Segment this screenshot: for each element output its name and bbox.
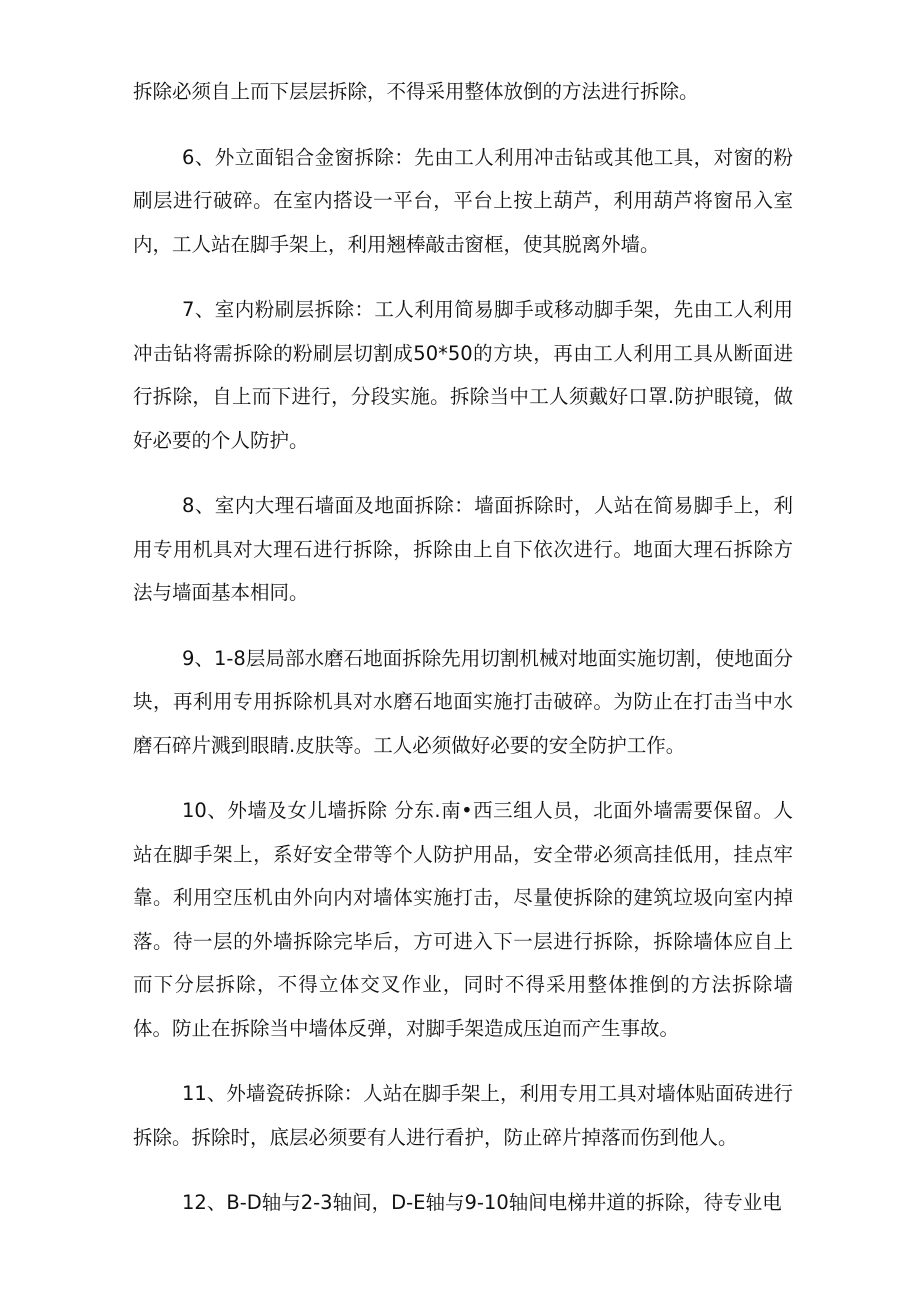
document-body [133, 70, 793, 1225]
paragraph-item-10: 10、外墙及女儿墙拆除 分东.南•西三组人员，北面外墙需要保留。人站在脚手架上，系好安全带等个人防护用品，安全带必须高挂低用，挂点牢靠。利用空压机由外向内对墙体实施打击，尽量使拆除的建筑垃圾向室内掉落。待一层的外墙拆除完毕后，方可进入下一层进行拆除，拆除墙体应自上而下分层拆除，不得立体交叉作业，同时不得采用整体推倒的方法拆除墙体。防止在拆除当中墙体反弹，对脚手架造成压迫而产生事故。 [133, 799, 793, 1040]
paragraph-item-7: 7、室内粉刷层拆除：工人利用简易脚手或移动脚手架，先由工人利用冲击钻将需拆除的粉刷层切割成50*50的方块，再由工人利用工具从断面进行拆除，自上而下进行，分段实施。拆除当中工人须戴好口罩.防护眼镜，做好必要的个人防护。 [133, 298, 793, 452]
paragraph-item-9: 9、1-8层局部水磨石地面拆除先用切割机械对地面实施切割，使地面分块，再利用专用拆除机具对水磨石地面实施打击破碎。为防止在打击当中水磨石碎片溅到眼睛.皮肤等。工人必须做好必要的安全防护工作。 [133, 646, 793, 757]
paragraph-item-12: 12、B-D轴与2-3轴间，D-E轴与9-10轴间电梯井道的拆除，待专业电 [182, 1191, 782, 1214]
paragraph-continuation: 拆除必须自上而下层层拆除，不得采用整体放倒的方法进行拆除。 [133, 80, 699, 103]
paragraph-item-11: 11、外墙瓷砖拆除：人站在脚手架上，利用专用工具对墙体贴面砖进行拆除。拆除时，底层必须要有人进行看护，防止碎片掉落而伤到他人。 [133, 1082, 793, 1149]
paragraph-item-6: 6、外立面铝合金窗拆除：先由工人利用冲击钻或其他工具，对窗的粉刷层进行破碎。在室内搭设一平台，平台上按上葫芦，利用葫芦将窗吊入室内，工人站在脚手架上，利用翘棒敲击窗框，使其脱离外墙。 [133, 145, 793, 256]
paragraph-item-8: 8、室内大理石墙面及地面拆除：墙面拆除时，人站在简易脚手上，利用专用机具对大理石进行拆除，拆除由上自下依次进行。地面大理石拆除方法与墙面基本相同。 [133, 494, 793, 604]
